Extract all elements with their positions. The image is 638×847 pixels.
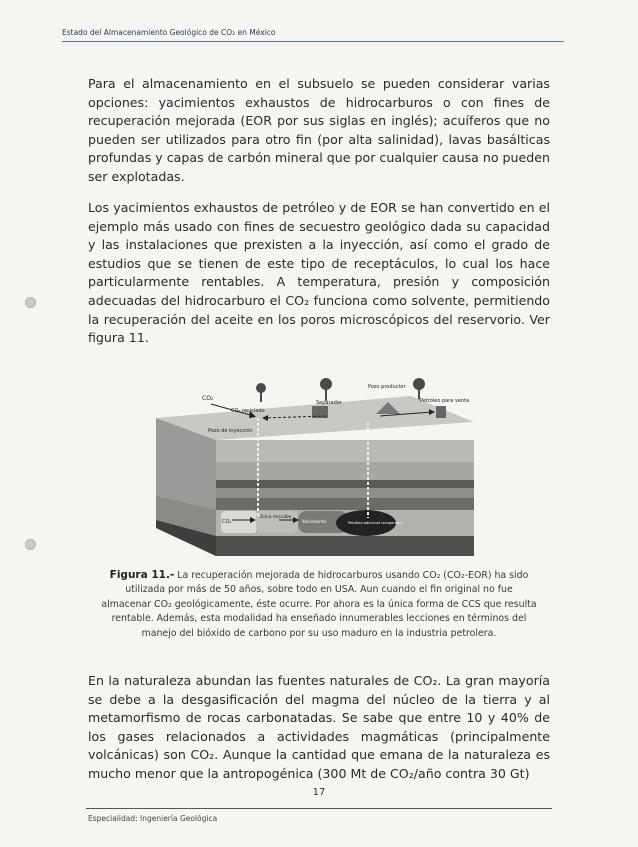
diagram-label: CO₂: [202, 395, 214, 402]
binder-hole: [25, 539, 36, 550]
diagram-label: Yacimiento: [302, 520, 327, 525]
diagram-label: Pozo de inyección: [208, 428, 253, 434]
tree-icon: [320, 378, 332, 401]
page-number: 17: [312, 787, 326, 798]
body-paragraph: Los yacimientos exhaustos de petróleo y de EOR se han convertido en el ejemplo más usado con fines de secuestro geológico dada su capacidad y las instalaciones que prexisten a la inyección, así como el grado de estudios que se tienen de este tipo de receptáculos, lo cual los hace particularmente rentables. A temperatura, presión y composición adecuadas del hidrocarburo el CO₂ funciona como solvente, permitiendo la recuperación del aceite en los poros microscópicos del reservorio. Ver figura 11.: [88, 200, 550, 346]
diagram-label: CO₂: [222, 519, 232, 525]
body-paragraph: En la naturaleza abundan las fuentes naturales de CO₂. La gran mayoría se debe a la desgasificación del magma del núcleo de la tierra y al metamorfismo de rocas carbonatadas. Se sabe que entre 10 y 40% de los gases relacionados a actividades magmáticas (principalmente volcánicas) son CO₂. Aunque la cantidad que emana de la naturaleza es mucho menor que la antropogénica (300 Mt de CO₂/año contra 30 Gt): [88, 673, 550, 781]
header-rule: [62, 41, 564, 42]
body-paragraph: Para el almacenamiento en el subsuelo se pueden considerar varias opciones: yacimientos exhaustos de hidrocarburos o con fines de recuperación mejorada (EOR por sus siglas en inglés); acuíferos que no pueden ser utilizados para otro fin (por alta salinidad), lavas basálticas profundas y capas de carbón mineral que por cualquier causa no pueden ser explotadas.: [88, 76, 550, 184]
running-footer: Especialidad: Ingeniería Geológica: [88, 814, 218, 823]
diagram-label: Zona miscible: [260, 515, 292, 520]
binder-hole: [25, 297, 36, 308]
footer-rule: [86, 808, 552, 809]
co2-eor-diagram: [136, 378, 496, 562]
figure-caption: [100, 568, 538, 641]
tree-icon: [256, 383, 266, 402]
diagram-label: Separador: [316, 400, 342, 406]
figure-caption-text: La recuperación mejorada de hidrocarburos usando CO₂ (CO₂-EOR) ha sido utilizada por más de 50 años, sobre todo en USA. Aun cuando el fin original no fue almacenar CO₂ geológicamente, éste ocurre. Por ahora es la única forma de CCS que resulta rentable. Además, esta modalidad ha enseñado innumerables lecciones en términos del manejo del bióxido de carbono por su uso maduro en la industria petrolera.: [101, 570, 537, 639]
front-strata: [156, 418, 474, 556]
diagram-label: CO₂ reciclado: [231, 408, 265, 414]
figure-caption-label: Figura 11.-: [109, 569, 175, 581]
diagram-label: Petróleo para venta: [420, 398, 470, 404]
diagram-label: Pozo productor: [368, 384, 406, 390]
diagram-label: Petróleo adicional recuperado: [348, 521, 402, 525]
running-header: Estado del Almacenamiento Geológico de CO₂ en México: [62, 28, 276, 37]
storage-tank-icon: [436, 406, 446, 418]
